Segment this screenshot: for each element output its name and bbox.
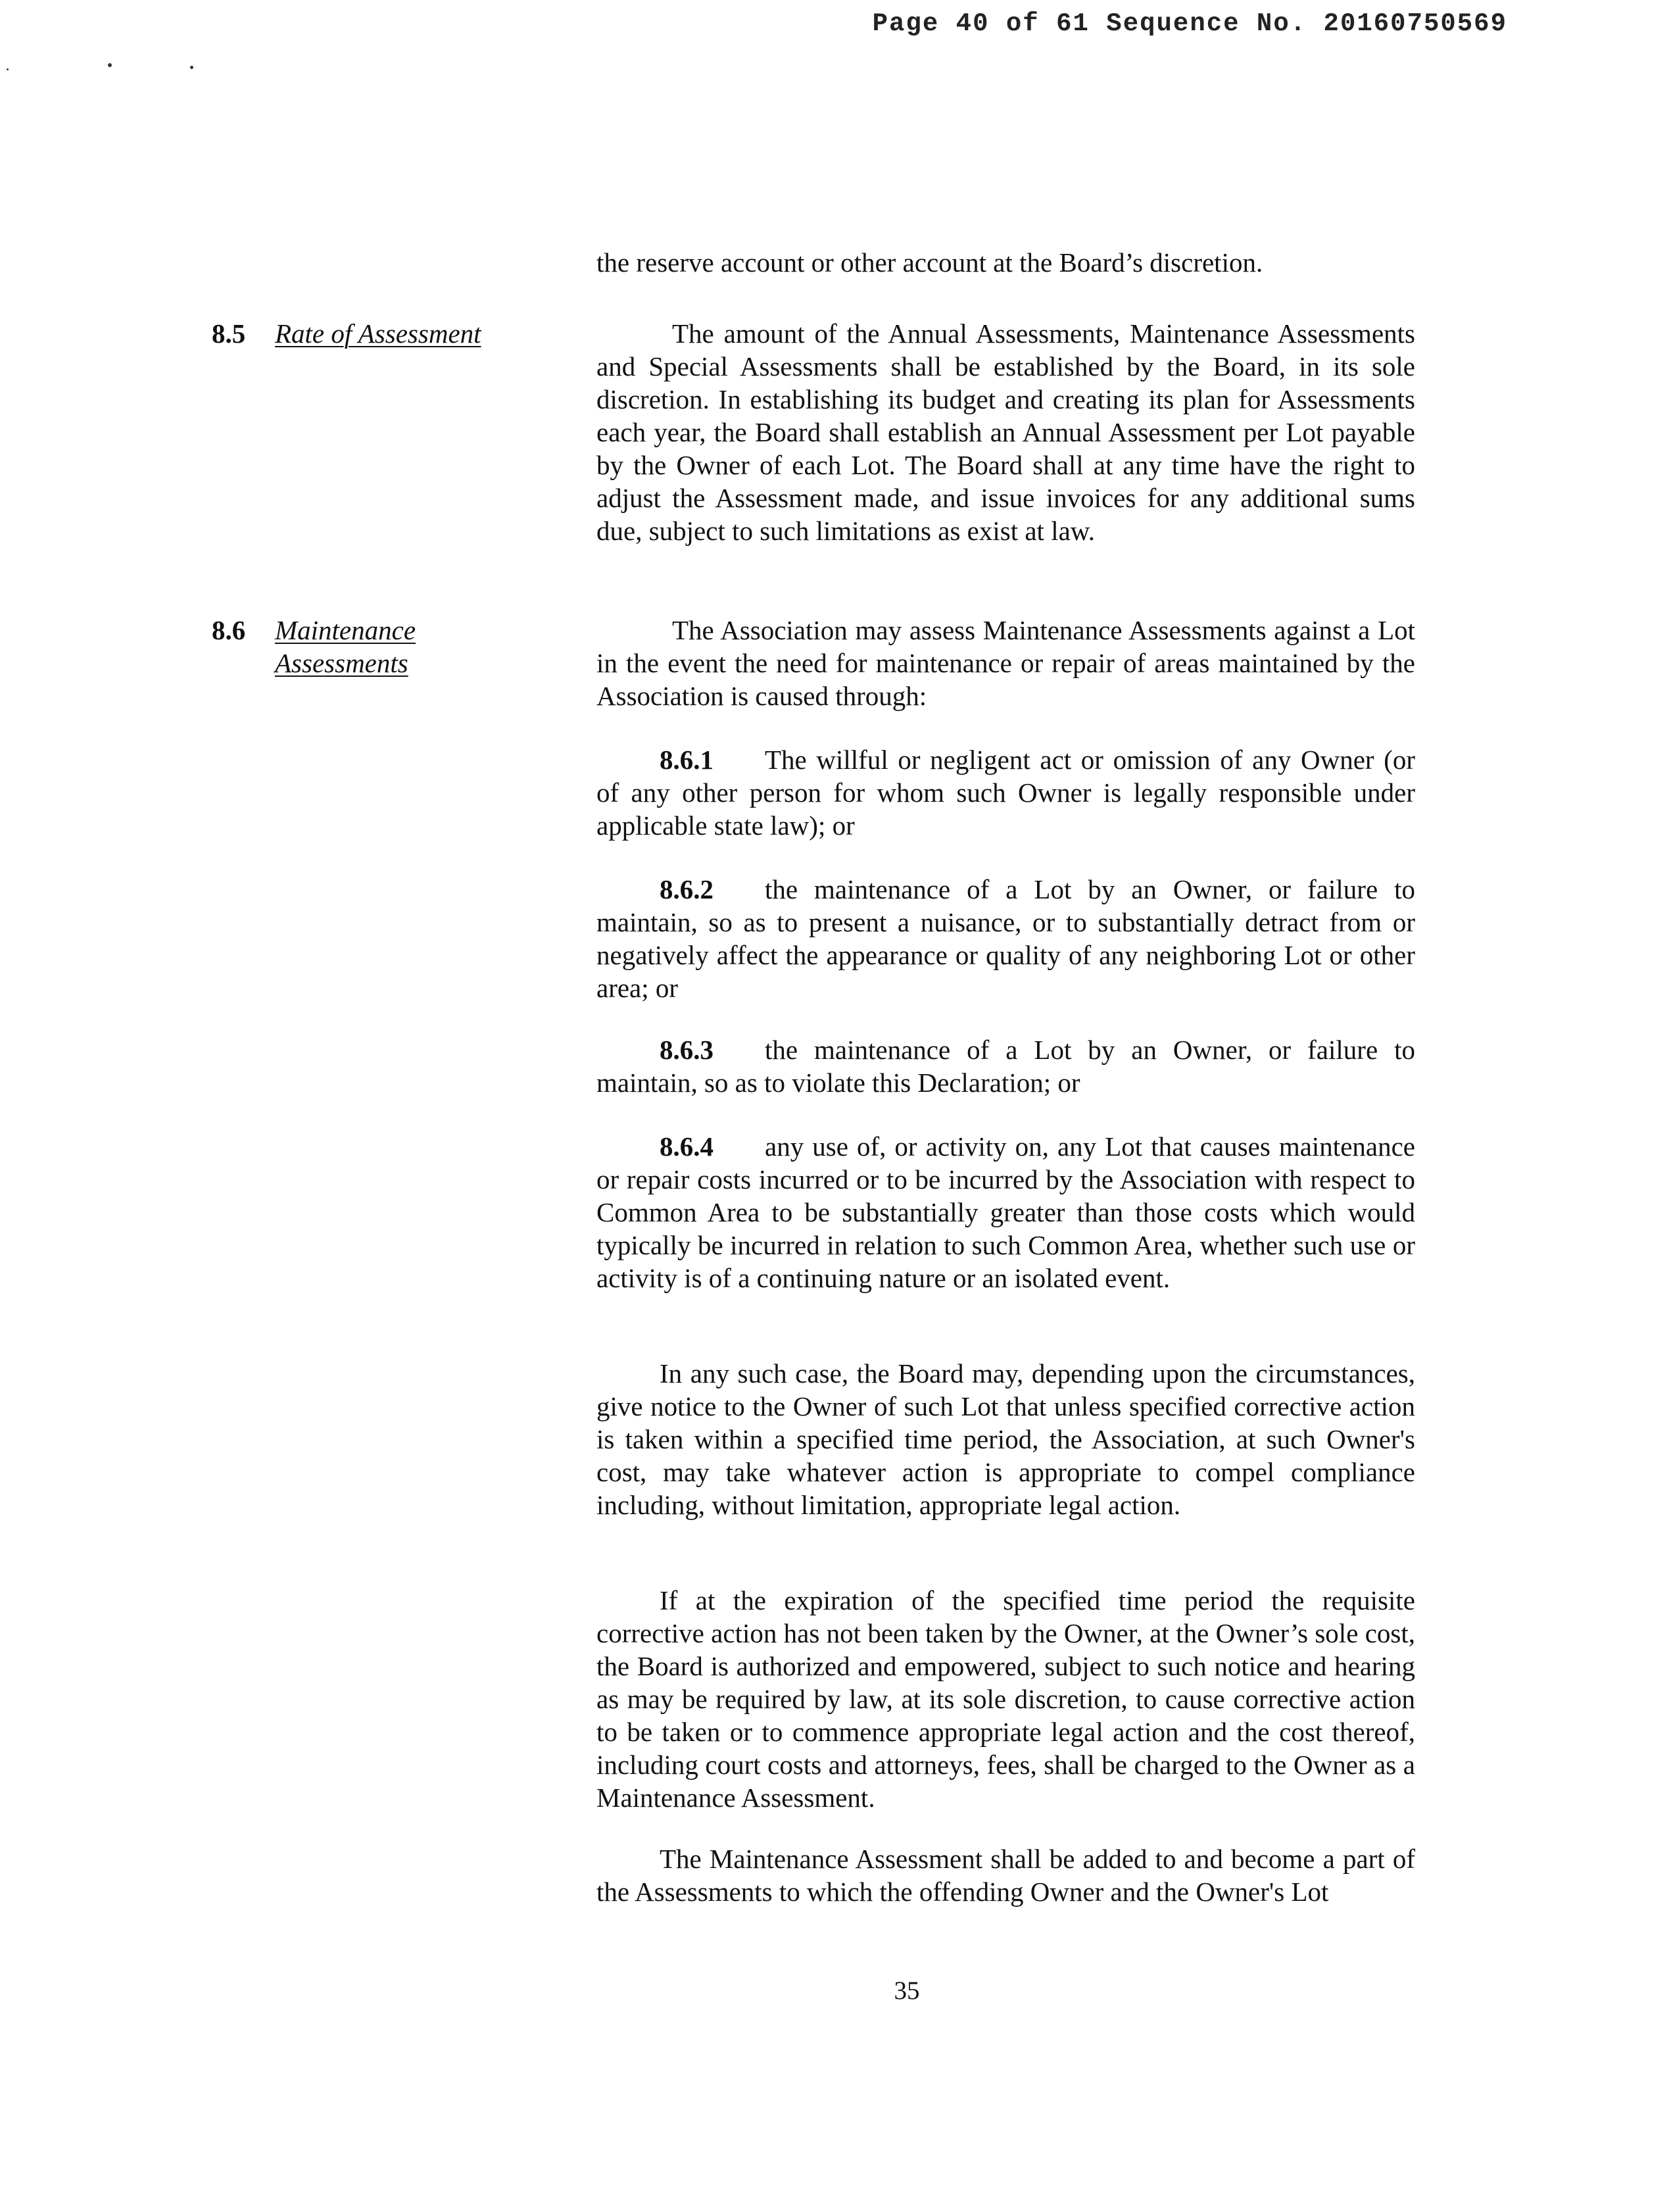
section-title: Rate of Assessment [275, 318, 481, 349]
subsection-number: 8.6.1 [660, 745, 714, 775]
section-title-line: Assessments [275, 648, 408, 678]
section-paragraph-text: If at the expiration of the specified time period the requisite corrective action has not been taken by the Owner, at the Owner’s sole cost, the Board is authorized and empowered, subject to such notice and hearing as may be required by law, at its sole discretion, to cause corrective action to be taken or to commence appropriate legal action and the cost thereof, including court costs and attorneys, fees, shall be charged to the Owner as a Maintenance Assessment. [596, 1585, 1415, 1813]
page-number: 35 [894, 1977, 920, 2005]
section-paragraph [596, 1842, 1415, 1908]
section-number: 8.5 [212, 318, 246, 349]
section-paragraph [596, 1357, 1415, 1521]
section-title-line: Maintenance [275, 615, 416, 645]
subsection-text: The willful or negligent act or omission of any Owner (or of any other person for whom such Owner is legally responsible under applicable state law); or [596, 745, 1415, 841]
subsection-text: any use of, or activity on, any Lot that causes maintenance or repair costs incurred or to be incurred by the Association with respect to Common Area to be substantially greater than those costs which would typically be incurred in relation to such Common Area, whether such use or activity is of a continuing nature or an isolated event. [596, 1131, 1415, 1293]
section-paragraph [596, 1584, 1415, 1814]
section-paragraph-text: The Maintenance Assessment shall be added to and become a part of the Assessments to which the offending Owner and the Owner's Lot [596, 1844, 1415, 1907]
scan-speck [7, 68, 9, 70]
section-paragraph-text: The amount of the Annual Assessments, Maintenance Assessments and Special Assessments shall be established by the Board, in its sole discretion. In establishing its budget and creating its plan for Assessments each year, the Board shall establish an Annual Assessment per Lot payable by the Owner of each Lot. The Board shall at any time have the right to adjust the Assessment made, and issue invoices for any additional sums due, subject to such limitations as exist at law. [596, 318, 1415, 546]
continuation-text: the reserve account or other account at the Board’s discretion. [596, 247, 1263, 278]
subsection-number: 8.6.2 [660, 874, 714, 904]
subsection [596, 1033, 1415, 1099]
section-paragraph-text: The Association may assess Maintenance Assessments against a Lot in the event the need for maintenance or repair of areas maintained by the Association is caused through: [596, 615, 1415, 711]
section-paragraph [596, 317, 1415, 547]
subsection-text: the maintenance of a Lot by an Owner, or failure to maintain, so as to violate this Declaration; or [596, 1035, 1415, 1098]
scan-speck [108, 63, 112, 67]
subsection [596, 743, 1415, 842]
page-sequence-stamp: Page 40 of 61 Sequence No. 20160750569 [872, 9, 1507, 38]
subsection-text: the maintenance of a Lot by an Owner, or failure to maintain, so as to present a nuisance, or to substantially detract from or negatively affect the appearance or quality of any neighboring Lot or other area; or [596, 874, 1415, 1003]
section-paragraph [596, 614, 1415, 712]
scan-speck [190, 66, 193, 69]
section-number: 8.6 [212, 615, 246, 645]
subsection [596, 1130, 1415, 1294]
subsection-number: 8.6.3 [660, 1035, 714, 1065]
subsection [596, 873, 1415, 1004]
section-paragraph-text: In any such case, the Board may, depending upon the circumstances, give notice to the Owner of such Lot that unless specified corrective action is taken within a specified time period, the Association, at such Owner's cost, may take whatever action is appropriate to compel compliance including, without limitation, appropriate legal action. [596, 1358, 1415, 1520]
subsection-number: 8.6.4 [660, 1131, 714, 1162]
